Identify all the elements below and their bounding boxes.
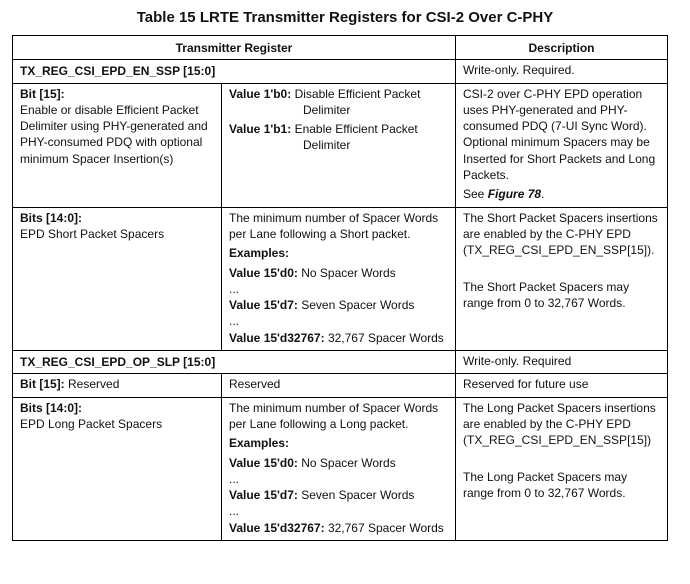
field-cell [13, 207, 222, 350]
example-text: 32,767 Spacer Words [327, 330, 444, 345]
register-desc-slp: Write-only. Required [456, 351, 668, 374]
value-cell: Reserved [222, 374, 456, 397]
description-text: The Long Packet Spacers insertions are enabled by the C-PHY EPD (TX_REG_CSI_EPD_EN_SSP[15]) [463, 400, 656, 448]
value-text: Enable Efficient Packet [294, 122, 418, 137]
description-text: CSI-2 over C-PHY EPD operation uses PHY-generated and PHY-consumed PDQ (7-UI Sync Word). Optional minimum Spacers may be Inserted for Short Packets and Long Packets. [463, 86, 656, 183]
figure-reference: Figure 78 [487, 187, 542, 202]
ellipsis: ... [229, 314, 240, 329]
example-text: No Spacer Words [301, 265, 396, 280]
table-row [13, 397, 668, 540]
period: . [541, 187, 545, 202]
field-cell [13, 83, 222, 207]
value-text: Disable Efficient Packet [294, 86, 421, 101]
value-cell [222, 83, 456, 207]
value-intro: The minimum number of Spacer Words per Lane following a Short packet. [229, 210, 439, 241]
value-label: Value 1'b0: [229, 86, 292, 101]
field-label: Bit [15]: [20, 377, 65, 392]
table-row [13, 83, 668, 207]
field-text: EPD Long Packet Spacers [20, 416, 163, 431]
example-label: Value 15'd32767: [229, 330, 325, 345]
example-label: Value 15'd0: [229, 265, 298, 280]
description-text: The Short Packet Spacers may range from 0 to 32,767 Words. [463, 279, 630, 310]
field-label: Bits [14:0]: [20, 210, 83, 225]
field-label: Bit [15]: [20, 86, 65, 101]
register-row-slp [13, 351, 668, 374]
field-label: Bits [14:0]: [20, 400, 83, 415]
ellipsis: ... [229, 281, 240, 296]
examples-label: Examples: [229, 436, 290, 451]
examples-label: Examples: [229, 246, 290, 261]
value-cell [222, 397, 456, 540]
description-cell [456, 397, 668, 540]
description-cell [456, 207, 668, 350]
table-header-row [13, 36, 668, 60]
field-cell [13, 374, 222, 397]
value-intro: The minimum number of Spacer Words per Lane following a Long packet. [229, 400, 439, 431]
description-text: The Long Packet Spacers may range from 0 to 32,767 Words. [463, 469, 628, 500]
value-label: Value 1'b1: [229, 122, 292, 137]
description-cell: Reserved for future use [456, 374, 668, 397]
example-label: Value 15'd7: [229, 488, 298, 503]
register-table [12, 35, 668, 541]
header-register: Transmitter Register [13, 36, 456, 60]
field-text: Enable or disable Efficient Packet Delimiter using PHY-generated and PHY-consumed PDQ with optional minimum Spacer Insertion(s) [20, 102, 208, 166]
see-text: See [463, 187, 485, 202]
value-text-cont: Delimiter [303, 102, 351, 117]
table-title: Table 15 LRTE Transmitter Registers for CSI-2 Over C-PHY [136, 9, 554, 26]
register-row-ssp [13, 60, 668, 83]
example-label: Value 15'd7: [229, 298, 298, 313]
register-name-slp: TX_REG_CSI_EPD_OP_SLP [15:0] [13, 351, 456, 374]
example-label: Value 15'd32767: [229, 520, 325, 535]
field-cell [13, 397, 222, 540]
table-row [13, 374, 668, 397]
example-text: Seven Spacer Words [301, 298, 415, 313]
example-text: 32,767 Spacer Words [327, 520, 444, 535]
table-row [13, 207, 668, 350]
example-label: Value 15'd0: [229, 455, 298, 470]
field-text: Reserved [68, 377, 120, 392]
ellipsis: ... [229, 471, 240, 486]
ellipsis: ... [229, 504, 240, 519]
example-text: Seven Spacer Words [301, 488, 415, 503]
field-text: EPD Short Packet Spacers [20, 226, 165, 241]
register-name-ssp: TX_REG_CSI_EPD_EN_SSP [15:0] [13, 60, 456, 83]
value-cell [222, 207, 456, 350]
description-text: The Short Packet Spacers insertions are enabled by the C-PHY EPD (TX_REG_CSI_EPD_EN_SSP[15]). [463, 210, 658, 258]
example-text: No Spacer Words [301, 455, 396, 470]
register-desc-ssp: Write-only. Required. [456, 60, 668, 83]
header-description: Description [456, 36, 668, 60]
value-text-cont: Delimiter [303, 138, 351, 153]
description-cell [456, 83, 668, 207]
